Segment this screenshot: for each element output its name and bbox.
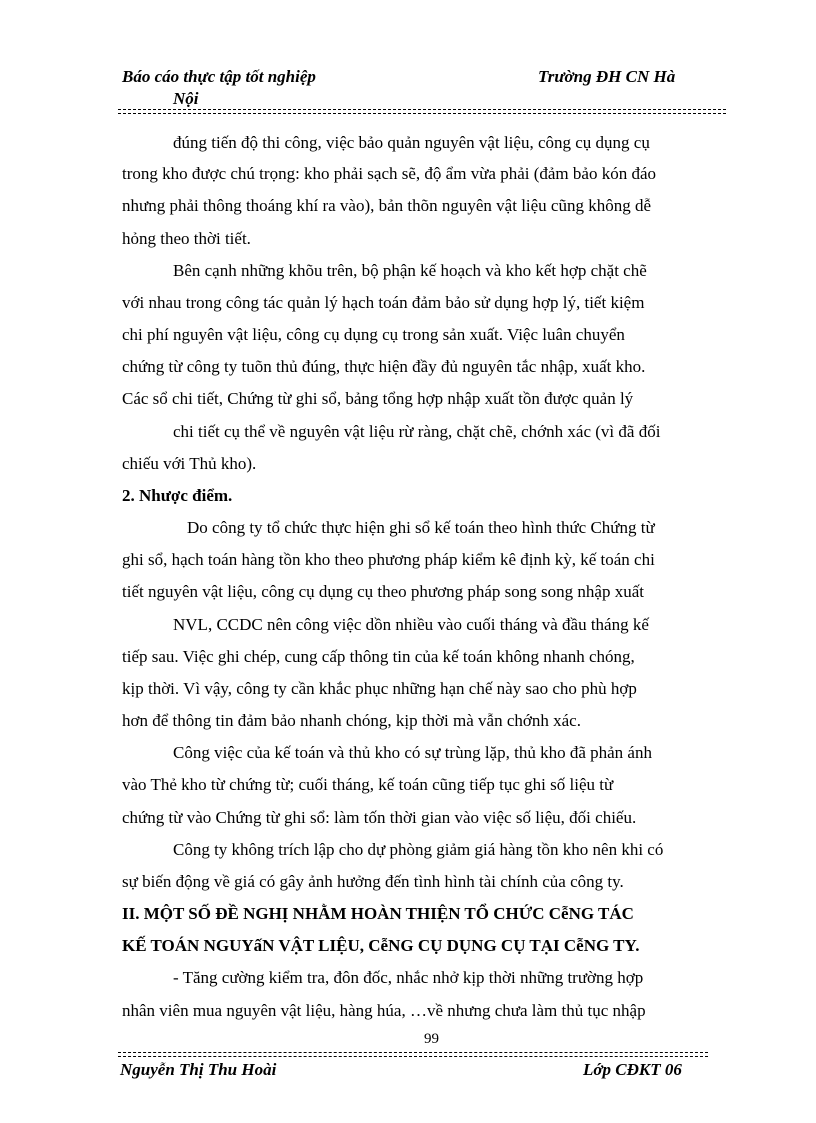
body-line: trong kho được chú trọng: kho phải sạch sẽ, độ ẩm vừa phải (đảm bảo kón đáo (122, 164, 656, 183)
body-line: Công việc của kế toán và thủ kho có sự trùng lặp, thủ kho đã phản ánh (173, 743, 652, 762)
body-line: Do công ty tổ chức thực hiện ghi sổ kế toán theo hình thức Chứng từ (187, 518, 655, 537)
footer-class: Lớp CĐKT 06 (583, 1060, 682, 1079)
page-number: 99 (424, 1031, 439, 1047)
body-line: NVL, CCDC nên công việc dồn nhiều vào cuối tháng và đầu tháng kế (173, 615, 649, 634)
header-school-name: Trường ĐH CN Hà (538, 67, 676, 86)
section-heading: II. MỘT SỐ ĐỀ NGHỊ NHẰM HOÀN THIỆN TỔ CHỨC CễNG TÁC (122, 904, 634, 923)
body-line: Công ty không trích lập cho dự phòng giảm giá hàng tồn kho nên khi có (173, 840, 664, 859)
body-line: kịp thời. Vì vậy, công ty cần khắc phục những hạn chế này sao cho phù hợp (122, 679, 637, 698)
header-divider-2 (118, 113, 726, 114)
body-line: chứng từ vào Chứng từ ghi sổ: làm tốn thời gian vào việc số liệu, đối chiếu. (122, 808, 637, 827)
header-report-title-cont: Nội (173, 89, 199, 108)
body-line: nhân viên mua nguyên vật liệu, hàng húa, …về nhưng chưa làm thủ tục nhập (122, 1001, 646, 1020)
header-divider (118, 109, 726, 110)
body-line: đúng tiến độ thi công, việc bảo quản nguyên vật liệu, công cụ dụng cụ (173, 133, 650, 152)
section-heading: 2. Nhược điểm. (122, 486, 233, 505)
body-line: Các sổ chi tiết, Chứng từ ghi sổ, bảng tổng hợp nhập xuất tồn được quản lý (122, 389, 634, 408)
body-line: Bên cạnh những khõu trên, bộ phận kế hoạch và kho kết hợp chặt chẽ (173, 261, 647, 280)
body-line: sự biến động về giá có gây ảnh hưởng đến tình hình tài chính của công ty. (122, 872, 624, 891)
section-heading: KẾ TOÁN NGUYấN VẬT LIỆU, CễNG CỤ DỤNG CỤ TẠI CễNG TY. (122, 936, 640, 955)
header-report-title: Báo cáo thực tập tốt nghiệp (122, 67, 316, 86)
body-line: hỏng theo thời tiết. (122, 229, 251, 248)
body-line: chi phí nguyên vật liệu, công cụ dụng cụ trong sản xuất. Việc luân chuyển (122, 325, 625, 344)
footer-author: Nguyễn Thị Thu Hoài (120, 1060, 277, 1079)
body-line: vào Thẻ kho từ chứng từ; cuối tháng, kế toán cũng tiếp tục ghi số liệu từ (122, 775, 614, 794)
body-line: tiếp sau. Việc ghi chép, cung cấp thông tin của kế toán không nhanh chóng, (122, 647, 635, 666)
body-line: với nhau trong công tác quản lý hạch toán đảm bảo sử dụng hợp lý, tiết kiệm (122, 293, 645, 312)
body-line: hơn để thông tin đảm bảo nhanh chóng, kịp thời mà vẫn chớnh xác. (122, 711, 581, 730)
body-line: tiết nguyên vật liệu, công cụ dụng cụ theo phương pháp song song nhập xuất (122, 582, 644, 601)
body-line: chiếu với Thủ kho). (122, 454, 257, 473)
footer-divider (118, 1052, 708, 1053)
body-line: ghi sổ, hạch toán hàng tồn kho theo phương pháp kiểm kê định kỳ, kế toán chi (122, 550, 655, 569)
body-line: - Tăng cường kiểm tra, đôn đốc, nhắc nhở kịp thời những trường hợp (173, 968, 644, 987)
body-line: chứng từ công ty tuõn thủ đúng, thực hiện đầy đủ nguyên tắc nhập, xuất kho. (122, 357, 646, 376)
body-line: nhưng phải thông thoáng khí ra vào), bản thõn nguyên vật liệu cũng không dễ (122, 196, 652, 215)
footer-divider-2 (118, 1056, 708, 1057)
body-line: chi tiết cụ thể về nguyên vật liệu rừ ràng, chặt chẽ, chớnh xác (vì đã đối (173, 422, 661, 441)
